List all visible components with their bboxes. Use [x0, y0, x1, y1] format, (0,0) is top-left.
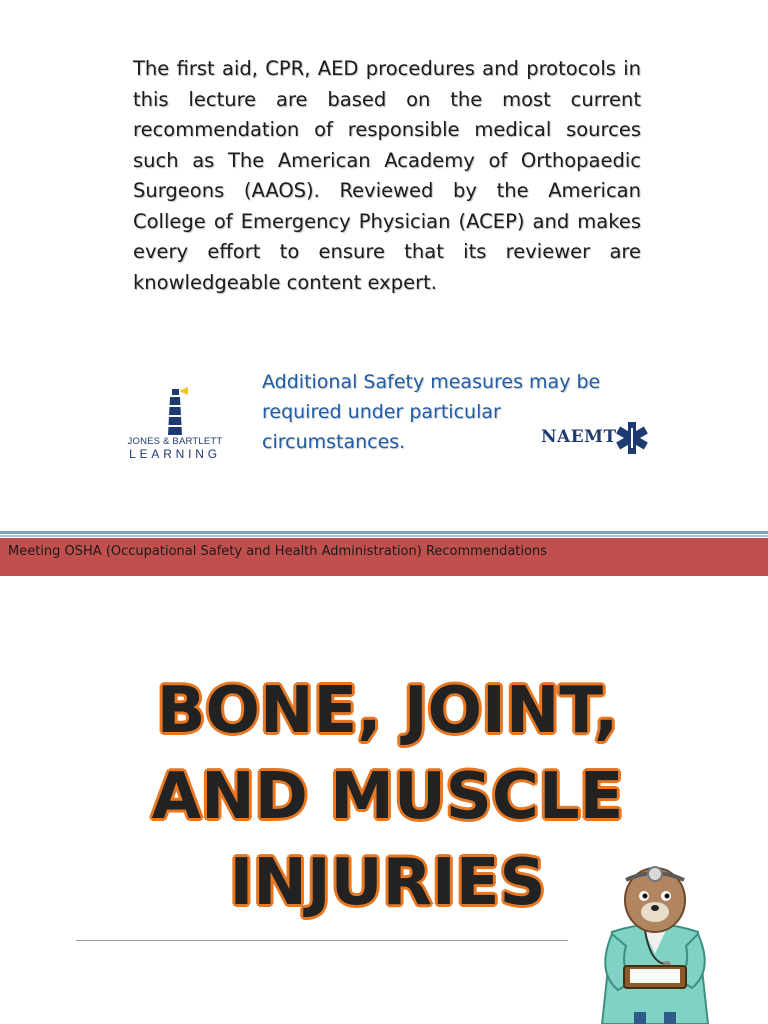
jones-bartlett-logo: [126, 385, 224, 465]
naemt-logo-text: NAEMT: [541, 427, 617, 447]
naemt-logo: [541, 420, 653, 456]
safety-note: Additional Safety measures may be required under particular circumstances.: [262, 371, 601, 453]
divider: [76, 940, 568, 941]
lighthouse-icon: [161, 385, 189, 437]
logo-text-line2: LEARNING: [129, 447, 221, 461]
intro-paragraph: The first aid, CPR, AED procedures and protocols in this lecture are based on the most current recommendation of responsible medical sources such as The American Academy of Orthopaedic Surgeons (AAOS). Reviewed by the American College of Emergency Physician (ACEP) and makes every effort to ensure that its reviewer are knowledgeable content expert.: [133, 57, 641, 294]
logo-text-line1: JONES & BARTLETT: [127, 436, 223, 447]
footer-bar: [0, 538, 768, 576]
title-line-1: BONE, JOINT,: [156, 674, 619, 748]
footer-text: Meeting OSHA (Occupational Safety and Health Administration) Recommendations: [8, 544, 547, 559]
doctor-cartoon-illustration: [590, 862, 720, 1024]
title-line-2: AND MUSCLE: [151, 760, 624, 834]
title-line-3: INJURIES: [229, 846, 546, 920]
footer-accent-line-light: [0, 535, 768, 537]
star-of-life-icon: [614, 420, 650, 456]
footer-accent-line: [0, 531, 768, 534]
